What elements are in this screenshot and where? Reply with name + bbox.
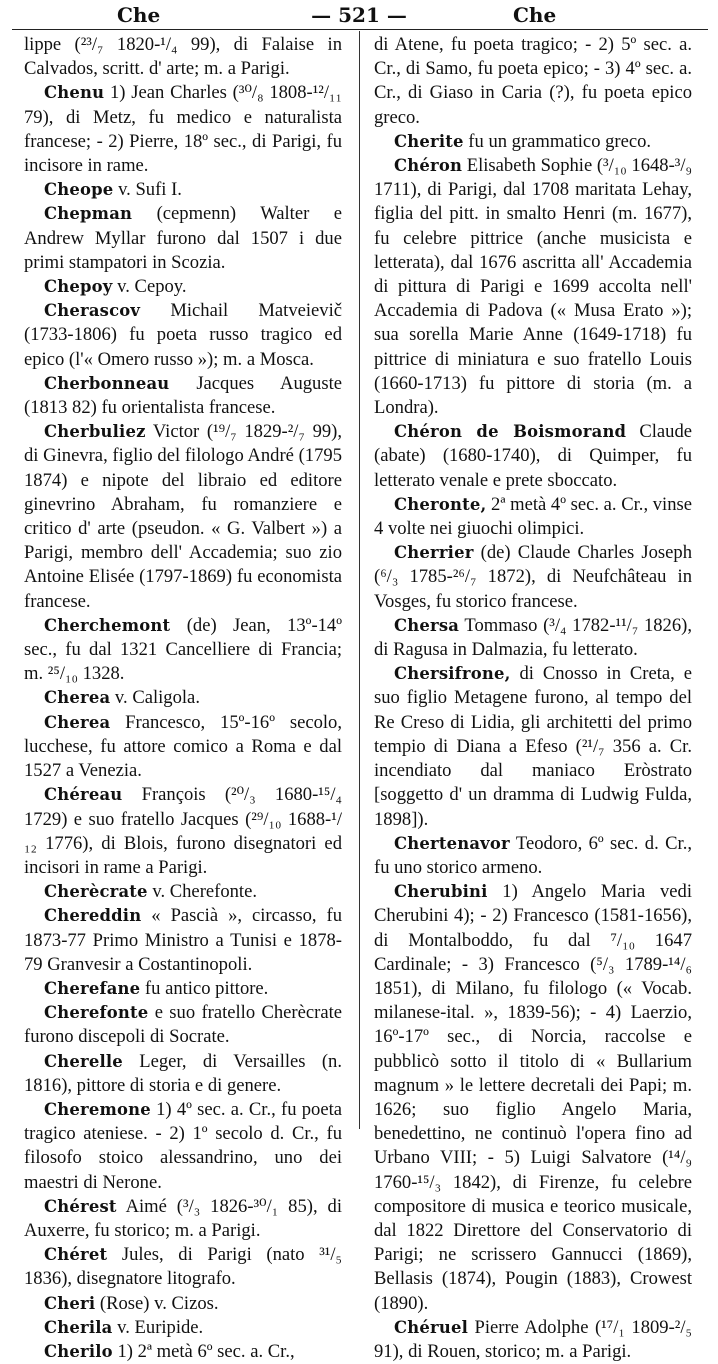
entry-headword: Chereddin (44, 906, 142, 926)
right-column (374, 33, 692, 1364)
entry-text: François (²⁰/₃ 1680-¹⁵/₄ 1729) e suo fratello Jacques (²⁹/₁₀ 1688-¹/₁₂ 1776), di Blois, furono disegnatori ed incisori in rame a Parigi. (24, 784, 342, 878)
dictionary-entry (24, 299, 342, 372)
entry-text: Pierre Adolphe (¹⁷/₁ 1809-²/₅ 91), di Rouen, storico; m. a Parigi. (374, 1316, 692, 1362)
column-divider (359, 31, 360, 1129)
dictionary-entry (374, 1316, 692, 1364)
entry-headword: Cherefane (44, 978, 141, 998)
entry-headword: Cheremone (44, 1099, 151, 1119)
entry-headword: Chéreau (44, 785, 123, 805)
entry-headword: Cheope (44, 180, 114, 200)
dictionary-entry (374, 493, 692, 541)
entry-text: Aimé (³/₃ 1826-³⁰/₁ 85), di Auxerre, fu storico; m. a Parigi. (24, 1195, 342, 1241)
entry-text: Teodoro, 6º sec. d. Cr., fu uno storico armeno. (374, 832, 692, 878)
dictionary-entry (24, 275, 342, 299)
dictionary-entry (24, 1243, 342, 1291)
entry-text: v. Euripide. (112, 1316, 204, 1338)
dictionary-entry (24, 711, 342, 784)
dictionary-entry (24, 686, 342, 710)
entry-headword: Cherchemont (44, 615, 171, 635)
entry-text: Tommaso (³/₄ 1782-¹¹/₇ 1826), di Ragusa in Dalmazia, fu letterato. (374, 614, 692, 661)
entry-text: « Pascià », circasso, fu 1873-77 Primo Ministro a Tunisi e 1878-79 Granvesir a Costantinopoli. (24, 905, 342, 975)
entry-text: fu antico pittore. (140, 977, 269, 999)
header-right-keyword: Che (513, 3, 557, 27)
entry-headword: Chepoy (44, 277, 113, 297)
dictionary-entry (374, 420, 692, 493)
entry-text: di Atene, fu poeta tragico; - 2) 5º sec. a. Cr., di Samo, fu poeta epico; - 3) 4º sec. a. Cr., di Giaso in Caria (?), fu poeta epico greco. (374, 34, 692, 128)
entry-text: Leger, di Versailles (n. 1816), pittore di storia e di genere. (24, 1050, 342, 1096)
entry-text: v. Cepoy. (112, 276, 187, 298)
entry-text: 1) Jean Charles (³⁰/₈ 1808-¹²/₁₁ 79), di Metz, fu medico e naturalista francese; - 2) Pierre, 18º sec., di Parigi, fu incisore in rame. (24, 82, 342, 177)
header-rule (12, 29, 708, 30)
entry-headword: Chenu (44, 83, 105, 103)
entry-text: 1) Angelo Maria vedi Cherubini 4); - 2) Francesco (1581-1656), di Montalboddo, fu dal ⁷/₁₀ 1647 Cardinale; - 3) Francesco (⁵/₃ 1789-¹⁴/₆ 1851), di Milano, fu filologo (« Vocab. milanese-ital. », 1839-56); - 4) Laerzio, 16º-17º sec., di Norcia, raccolse e pubblicò sotto il titolo di « Bullarium magnum » le lettere decretali dei Papi; m. 1626; suo figlio Angelo Maria, benedettino, ne continuò l'opera fino ad Urbano VIII; - 5) Luigi Salvatore (¹⁴/₉ 1760-¹⁵/₃ 1842), di Firenze, fu celebre compositore di musica e teorico musicale, dal 1822 Direttore del Conservatorio di Parigi; ne scrissero Gannucci (1869), Bellasis (1874), Pougin (1883), Crowest (1890). (374, 881, 692, 1314)
dictionary-entry (374, 880, 692, 1316)
entry-headword: Chertenavor (394, 833, 510, 853)
header-left-keyword: Che (117, 3, 161, 27)
entry-headword: Cherbonneau (44, 373, 170, 393)
dictionary-entry (24, 81, 342, 178)
entry-text: (de) Claude Charles Joseph (⁶/₃ 1785-²⁶/₇ 1872), di Neufchâteau in Vosges, fu storico francese. (374, 542, 692, 612)
dictionary-entry (24, 880, 342, 904)
dictionary-entry (24, 202, 342, 275)
entry-headword: Chérest (44, 1196, 117, 1216)
entry-headword: Chepman (44, 204, 133, 224)
entry-headword: Chersa (394, 615, 460, 635)
entry-headword: Cherila (44, 1317, 113, 1337)
page-number: — 521 — (311, 3, 407, 27)
entry-text: (cepmenn) Walter e Andrew Myllar furono dal 1507 i due primi stampatori in Scozia. (24, 203, 342, 273)
entry-headword: Cherefonte (44, 1003, 149, 1023)
entry-text: di Cnosso in Creta, e suo figlio Metagene furono, al tempo del Re Creso di Lidia, gli architetti del primo tempio di Diana a Efeso (²¹/₇ 356 a. Cr. incendiato dal maniaco Eròstrato [soggetto d' un dramma di Ludwig Fulda, 1898]). (374, 663, 692, 830)
entry-text: (Rose) v. Cizos. (95, 1292, 219, 1314)
entry-text: Michail Matveievič (1733-1806) fu poeta russo tragico ed epico (l'« Omero russo »); m. a Mosca. (24, 300, 342, 370)
entry-headword: Cheronte, (394, 494, 487, 514)
dictionary-entry (24, 1195, 342, 1243)
entry-text: (de) Jean, 13º-14º sec., fu dal 1321 Cancelliere di Francia; m. ²⁵/₁₀ 1328. (24, 614, 342, 685)
dictionary-entry (24, 1340, 342, 1364)
page-header (0, 2, 718, 28)
dictionary-entry (24, 614, 342, 687)
entry-text: 1) 2ª metà 6º sec. a. Cr., (112, 1340, 295, 1362)
entry-text: lippe (²³/₇ 1820-¹/₄ 99), di Falaise in Calvados, scritt. d' arte; m. a Parigi. (24, 34, 342, 80)
entry-text: 2ª metà 4º sec. a. Cr., vinse 4 volte nei giuochi olimpici. (374, 493, 692, 540)
entry-text: Jules, di Parigi (nato ³¹/₅ 1836), disegnatore litografo. (24, 1244, 342, 1290)
dictionary-entry (374, 541, 692, 614)
dictionary-entry (24, 1050, 342, 1098)
entry-headword: Cherite (394, 131, 464, 151)
entry-text: v. Caligola. (110, 687, 200, 709)
entry-headword: Cherubini (394, 882, 488, 902)
dictionary-entry (374, 614, 692, 662)
entry-headword: Cherbuliez (44, 422, 146, 442)
entry-text: Victor (¹⁹/₇ 1829-²/₇ 99), di Ginevra, figlio del filologo André (1795 1874) e nipote del libraio ed editore ginevrino Abraham, fu romanziere e critico d' arte (pseudon. « G. Valbert ») a Parigi, membro dell' Accademia; suo zio Antoine Elisée (1797-1869) fu economista francese. (24, 421, 342, 612)
dictionary-entry (24, 1098, 342, 1195)
dictionary-entry (374, 130, 692, 154)
entry-text: e suo fratello Cherècrate furono discepoli di Socrate. (24, 1002, 342, 1048)
entry-text: Francesco, 15º-16º secolo, lucchese, fu attore comico a Roma e dal 1527 a Venezia. (24, 711, 342, 782)
dictionary-entry (24, 1001, 342, 1049)
entry-text: v. Sufi I. (113, 179, 182, 201)
dictionary-entry (24, 178, 342, 202)
entry-headword: Chersifrone, (394, 664, 511, 684)
dictionary-entry (24, 33, 342, 81)
dictionary-entry (24, 783, 342, 880)
entry-headword: Chéret (44, 1245, 108, 1265)
entry-headword: Cherelle (44, 1051, 123, 1071)
dictionary-entry (374, 662, 692, 831)
dictionary-entry (24, 1292, 342, 1316)
entry-headword: Chéron de Boismorand (394, 422, 627, 442)
dictionary-entry (24, 372, 342, 420)
dictionary-entry (374, 832, 692, 880)
entry-text: 1) 4º sec. a. Cr., fu poeta tragico ateniese. - 2) 1º secolo d. Cr., fu filosofo stoico alessandrino, uno dei maestri di Nerone. (24, 1098, 342, 1193)
entry-text: v. Cherefonte. (147, 881, 257, 903)
entry-text: Jacques Auguste (1813 82) fu orientalista francese. (24, 372, 342, 419)
entry-text: Claude (abate) (1680-1740), di Quimper, fu letterato venale e prete sboccato. (374, 421, 692, 491)
entry-headword: Cherascov (44, 301, 141, 321)
dictionary-entry (24, 1316, 342, 1340)
entry-headword: Cherilo (44, 1341, 113, 1361)
entry-headword: Cherècrate (44, 882, 148, 902)
entry-text: fu un grammatico greco. (463, 130, 652, 152)
dictionary-entry (24, 977, 342, 1001)
entry-headword: Cherea (44, 712, 111, 732)
entry-headword: Chéron (394, 156, 463, 176)
entry-text: Elisabeth Sophie (³/₁₀ 1648-³/₉ 1711), di Parigi, dal 1708 maritata Lehay, figlia del pitt. in smalto Henri (m. 1677), fu celebre pittrice (anche musicista e letterata), dal 1676 ascritta all' Accademia di pittura di Parigi e 1699 accolta nell' Accademia di Padova (« Musa Erato »); sua sorella Marie Anne (1649-1718) fu pittrice di miniatura e suo fratello Louis (1660-1713) fu pittore di storia (m. a Londra). (374, 155, 693, 419)
entry-headword: Cherea (44, 688, 111, 708)
entry-headword: Cheri (44, 1293, 96, 1313)
entry-headword: Cherrier (394, 543, 474, 563)
dictionary-entry (374, 154, 692, 420)
dictionary-entry (374, 33, 692, 130)
entry-headword: Chéruel (394, 1317, 468, 1337)
dictionary-entry (24, 420, 342, 614)
dictionary-entry (24, 904, 342, 977)
left-column (24, 33, 342, 1364)
